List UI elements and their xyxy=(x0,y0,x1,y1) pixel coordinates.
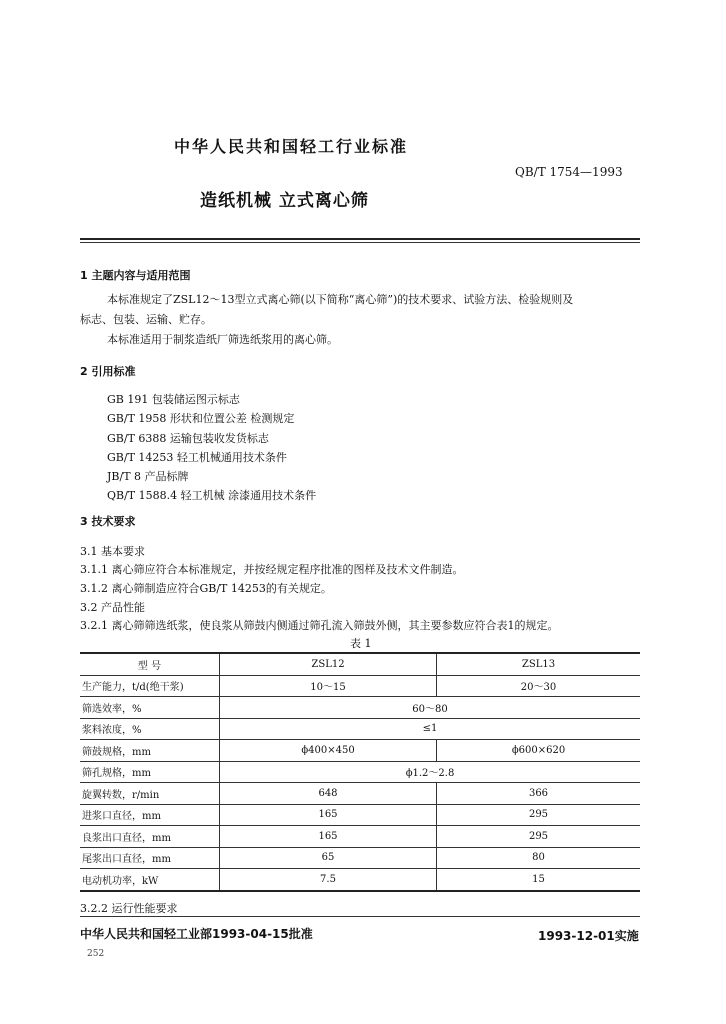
section-1-heading: 1 主题内容与适用范围 xyxy=(80,269,191,282)
table-row xyxy=(80,826,640,848)
approval-statement: 中华人民共和国轻工业部1993-04-15批准 xyxy=(80,927,313,941)
table-cell-param: 旋翼转数，r/min xyxy=(80,783,220,805)
table-cell-param: 筛选效率，% xyxy=(80,697,220,719)
section-1-para1-line2: 标志、包装、运输、贮存。 xyxy=(80,313,212,326)
table-row xyxy=(80,869,640,891)
table-caption: 表 1 xyxy=(350,637,372,650)
standard-code: QB/T 1754—1993 xyxy=(515,165,623,179)
table-cell: 165 xyxy=(220,826,437,848)
clause-3-1: 3.1 基本要求 xyxy=(80,545,145,558)
section-3-heading: 3 技术要求 xyxy=(80,515,136,528)
clause-3-2: 3.2 产品性能 xyxy=(80,601,145,614)
table-cell-param: 进浆口直径，mm xyxy=(80,804,220,826)
reference-item: GB/T 6388 运输包装收发货标志 xyxy=(107,431,269,445)
table-row xyxy=(80,697,640,719)
clause-3-2-2: 3.2.2 运行性能要求 xyxy=(80,902,178,915)
footer-rule xyxy=(80,916,640,917)
table-cell: 65 xyxy=(220,847,437,869)
table-cell: 20～30 xyxy=(437,675,641,697)
table-header-cell: ZSL12 xyxy=(220,653,437,675)
table-cell-param: 筛孔规格，mm xyxy=(80,761,220,783)
table-cell: ≤1 xyxy=(220,718,641,740)
reference-item: JB/T 8 产品标牌 xyxy=(107,470,189,484)
parameters-table xyxy=(80,652,640,892)
table-cell-param: 生产能力，t/d(绝干浆) xyxy=(80,675,220,697)
table-cell-param: 尾浆出口直径，mm xyxy=(80,847,220,869)
table-cell-param: 良浆出口直径，mm xyxy=(80,826,220,848)
reference-item: QB/T 1588.4 轻工机械 涂漆通用技术条件 xyxy=(107,489,317,503)
header-rule xyxy=(80,238,640,240)
header-rule-inner xyxy=(80,242,640,243)
table-header-cell: ZSL13 xyxy=(437,653,641,675)
table-cell: 80 xyxy=(437,847,641,869)
table-cell-param: 筛鼓规格，mm xyxy=(80,740,220,762)
table-cell-param: 浆料浓度，% xyxy=(80,718,220,740)
table-cell: 295 xyxy=(437,826,641,848)
reference-item: GB/T 14253 轻工机械通用技术条件 xyxy=(107,450,287,464)
reference-item: GB 191 包装储运图示标志 xyxy=(107,393,240,406)
table-cell: 15 xyxy=(437,869,641,891)
table-cell: 648 xyxy=(220,783,437,805)
table-row xyxy=(80,804,640,826)
clause-3-2-1: 3.2.1 离心筛筛选纸浆，使良浆从筛鼓内侧通过筛孔流入筛鼓外侧，其主要参数应符合表1的规定。 xyxy=(80,619,559,632)
table-row xyxy=(80,847,640,869)
table-row xyxy=(80,718,640,740)
implementation-date: 1993-12-01实施 xyxy=(538,929,639,943)
section-1-para1-line1: 本标准规定了ZSL12～13型立式离心筛(以下简称“离心筛”)的技术要求、试验方法、检验规则及 xyxy=(107,293,574,306)
section-1-para2: 本标准适用于制浆造纸厂筛选纸浆用的离心筛。 xyxy=(107,333,338,346)
standard-title: 中华人民共和国轻工行业标准 xyxy=(174,137,409,156)
table-row xyxy=(80,740,640,762)
table-cell: ϕ400×450 xyxy=(220,740,437,762)
document-title: 造纸机械 立式离心筛 xyxy=(200,191,369,211)
reference-list xyxy=(107,390,316,506)
table-cell: 10～15 xyxy=(220,675,437,697)
table-cell-param: 电动机功率，kW xyxy=(80,869,220,891)
table-cell: ϕ1.2～2.8 xyxy=(220,761,641,783)
table-cell: ϕ600×620 xyxy=(437,740,641,762)
table-cell: 165 xyxy=(220,804,437,826)
table-header-cell: 型 号 xyxy=(80,653,220,675)
table-row xyxy=(80,783,640,805)
table-cell: 366 xyxy=(437,783,641,805)
table-row xyxy=(80,675,640,697)
clause-3-1-1: 3.1.1 离心筛应符合本标准规定，并按经规定程序批准的图样及技术文件制造。 xyxy=(80,563,464,576)
table-row xyxy=(80,761,640,783)
clause-3-1-2: 3.1.2 离心筛制造应符合GB/T 14253的有关规定。 xyxy=(80,582,332,595)
table-cell: 7.5 xyxy=(220,869,437,891)
table-header-row xyxy=(80,653,640,675)
table-cell: 295 xyxy=(437,804,641,826)
reference-item: GB/T 1958 形状和位置公差 检测规定 xyxy=(107,412,295,426)
section-2-heading: 2 引用标准 xyxy=(80,365,136,378)
page-number: 252 xyxy=(87,949,105,959)
table-cell: 60～80 xyxy=(220,697,641,719)
